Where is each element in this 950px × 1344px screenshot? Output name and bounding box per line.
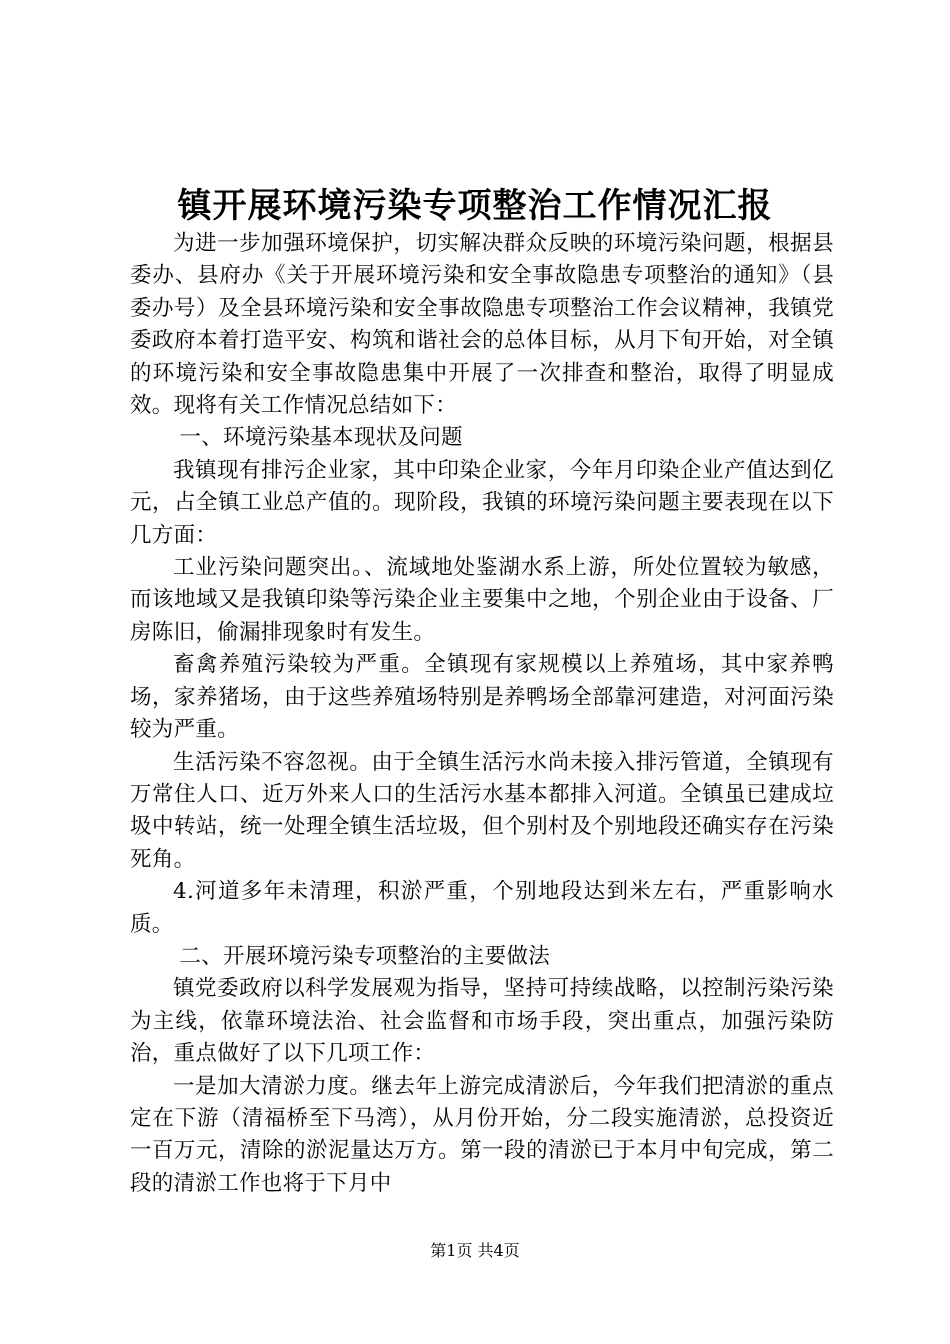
body-paragraph: 镇党委政府以科学发展观为指导，坚持可持续战略，以控制污染污染为主线，依靠环境法治、社会监督和市场手段，突出重点，加强污染防治，重点做好了以下几项工作：: [130, 976, 834, 1067]
body-paragraph: 4.河道多年未清理，积淤严重，个别地段达到米左右，严重影响水质。: [130, 879, 834, 937]
page-number-footer: 第1页 共4页: [430, 1241, 520, 1260]
document-body: [130, 228, 834, 1200]
document-title: 镇开展环境污染专项整治工作情况汇报: [177, 186, 773, 226]
section-heading-2: 二、开展环境污染专项整治的主要做法: [179, 943, 551, 969]
body-paragraph: 工业污染问题突出。、流域地处鉴湖水系上游，所处位置较为敏感，而该地域又是我镇印染等污染企业主要集中之地，个别企业由于设备、厂房陈旧，偷漏排现象时有发生。: [130, 555, 834, 645]
section-heading-1: 一、环境污染基本现状及问题: [179, 425, 463, 451]
body-paragraph: 一是加大清淤力度。继去年上游完成清淤后，今年我们把清淤的重点定在下游（清福桥至下马湾），从月份开始，分二段实施清淤，总投资近一百万元，清除的淤泥量达万方。第一段的清淤已于本月中旬完成，第二段的清淤工作也将于下月中: [130, 1073, 834, 1196]
body-paragraph: 畜禽养殖污染较为严重。全镇现有家规模以上养殖场，其中家养鸭场，家养猪场，由于这些养殖场特别是养鸭场全部靠河建造，对河面污染较为严重。: [130, 652, 834, 743]
intro-paragraph: 为进一步加强环境保护，切实解决群众反映的环境污染问题，根据县委办、县府办《关于开展环境污染和安全事故隐患专项整治的通知》（县委办号）及全县环境污染和安全事故隐患专项整治工作会议精神，我镇党委政府本着打造平安、构筑和谐社会的总体目标，从月下旬开始，对全镇的环境污染和安全事故隐患集中开展了一次排查和整治，取得了明显成效。现将有关工作情况总结如下：: [130, 231, 834, 419]
body-paragraph: 我镇现有排污企业家，其中印染企业家，今年月印染企业产值达到亿元，占全镇工业总产值的。现阶段，我镇的环境污染问题主要表现在以下几方面：: [130, 457, 834, 548]
body-paragraph: 生活污染不容忽视。由于全镇生活污水尚未接入排污管道，全镇现有万常住人口、近万外来人口的生活污水基本都排入河道。全镇虽已建成垃圾中转站，统一处理全镇生活垃圾，但个别村及个别地段还确实存在污染死角。: [130, 749, 834, 872]
